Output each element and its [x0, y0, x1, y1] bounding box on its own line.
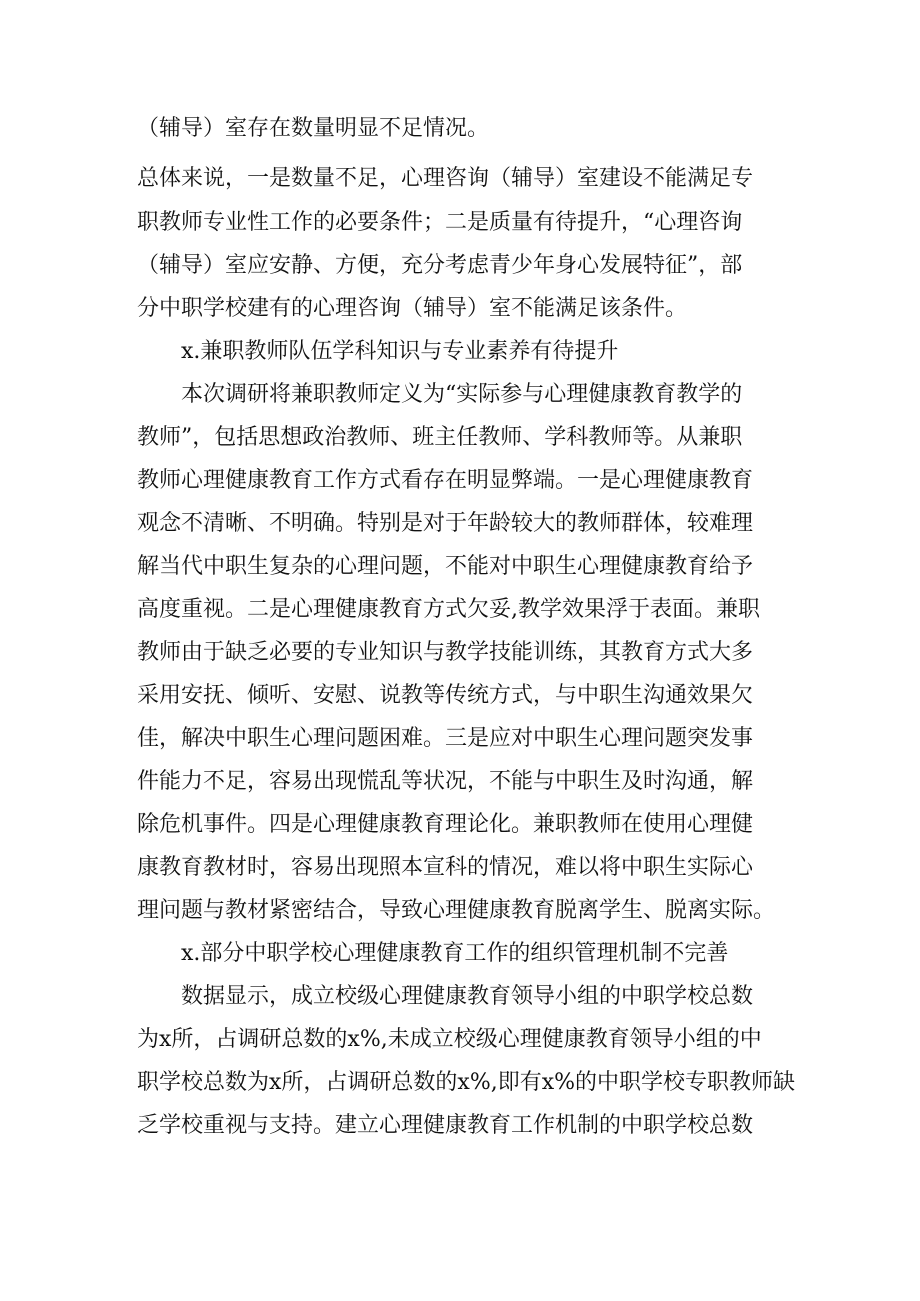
section-heading: x.部分中职学校心理健康教育工作的组织管理机制不完善 — [181, 941, 729, 966]
text-line: 教师由于缺乏必要的专业知识与教学技能训练，其教育方式大多 — [137, 640, 754, 665]
paragraph-first-line: 数据显示，成立校级心理健康教育领导小组的中职学校总数 — [181, 984, 754, 1009]
text-line: 高度重视。二是心理健康教育方式欠妥,教学效果浮于表面。兼职 — [137, 597, 760, 622]
text-line: 教师”，包括思想政治教师、班主任教师、学科教师等。从兼职 — [137, 425, 743, 450]
text-line: 佳，解决中职生心理问题困难。三是应对中职生心理问题突发事 — [137, 726, 754, 751]
text-line: 观念不清晰、不明确。特别是对于年龄较大的教师群体，较难理 — [137, 511, 754, 536]
text-line: 除危机事件。四是心理健康教育理论化。兼职教师在使用心理健 — [137, 812, 754, 837]
text-line: 为x所，占调研总数的x%,未成立校级心理健康教育领导小组的中 — [137, 1027, 762, 1052]
text-line: 康教育教材时，容易出现照本宣科的情况，难以将中职生实际心 — [137, 855, 754, 880]
text-line: （辅导）室存在数量明显不足情况。 — [137, 116, 490, 141]
text-line: 采用安抚、倾听、安慰、说教等传统方式，与中职生沟通效果欠 — [137, 683, 754, 708]
text-line: 职学校总数为x所，占调研总数的x%,即有x%的中职学校专职教师缺 — [137, 1070, 796, 1095]
text-line: 总体来说，一是数量不足，心理咨询（辅导）室建设不能满足专 — [137, 166, 754, 191]
text-line: 理问题与教材紧密结合，导致心理健康教育脱离学生、脱离实际。 — [137, 898, 776, 923]
text-line: （辅导）室应安静、方便，充分考虑青少年身心发展特征”，部 — [137, 253, 743, 278]
text-line: 件能力不足，容易出现慌乱等状况，不能与中职生及时沟通，解 — [137, 769, 754, 794]
section-heading: x.兼职教师队伍学科知识与专业素养有待提升 — [181, 339, 619, 364]
text-line: 教师心理健康教育工作方式看存在明显弊端。一是心理健康教育 — [137, 468, 754, 493]
text-line: 职教师专业性工作的必要条件；二是质量有待提升，“心理咨询 — [137, 210, 743, 235]
text-line: 分中职学校建有的心理咨询（辅导）室不能满足该条件。 — [137, 296, 688, 321]
text-line: 解当代中职生复杂的心理问题，不能对中职生心理健康教育给予 — [137, 554, 754, 579]
text-line: 乏学校重视与支持。建立心理健康教育工作机制的中职学校总数 — [137, 1113, 754, 1138]
paragraph-first-line: 本次调研将兼职教师定义为“实际参与心理健康教育教学的 — [181, 382, 743, 407]
